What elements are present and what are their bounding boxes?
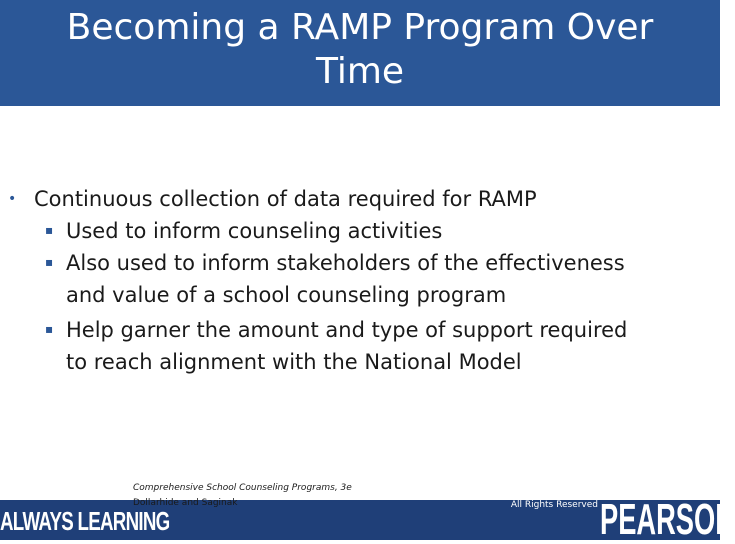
slide-title — [10, 6, 710, 94]
book-authors: Dollarhide and Saginak — [133, 498, 238, 508]
copyright-line-1: Copyright © 2017, 2012, 2008 by Pearson — [406, 476, 598, 486]
book-title: Comprehensive School Counseling Programs, 3e — [133, 483, 352, 493]
slide-title-line-2: Time — [315, 51, 405, 92]
always-learning-logo: ALWAYS LEARNING — [0, 506, 170, 536]
bullet-marker-level2: ▪ — [45, 255, 54, 269]
bullet-marker-level1: • — [8, 191, 17, 207]
copyright-line-3: All Rights Reserved — [510, 500, 598, 510]
copyright-line-2: Education, Inc. — [531, 488, 598, 498]
sub-bullet-text-continued: to reach alignment with the National Model — [66, 350, 522, 374]
sub-bullet-text: Used to inform counseling activities — [66, 219, 443, 243]
slide-title-line-1: Becoming a RAMP Program Over — [66, 7, 654, 48]
sub-bullet-text-continued: and value of a school counseling program — [66, 283, 507, 307]
sub-bullet-text: Help garner the amount and type of support required — [66, 318, 628, 342]
bullet-marker-level2: ▪ — [45, 223, 54, 237]
copyright-notice — [395, 475, 598, 511]
sub-bullet-text: Also used to inform stakeholders of the effectiveness — [66, 251, 625, 275]
pearson-logo: PEARSON — [600, 495, 735, 544]
book-citation — [133, 481, 352, 511]
bullet-text: Continuous collection of data required for RAMP — [34, 187, 537, 211]
bullet-marker-level2: ▪ — [45, 322, 54, 336]
title-bar — [0, 0, 720, 106]
